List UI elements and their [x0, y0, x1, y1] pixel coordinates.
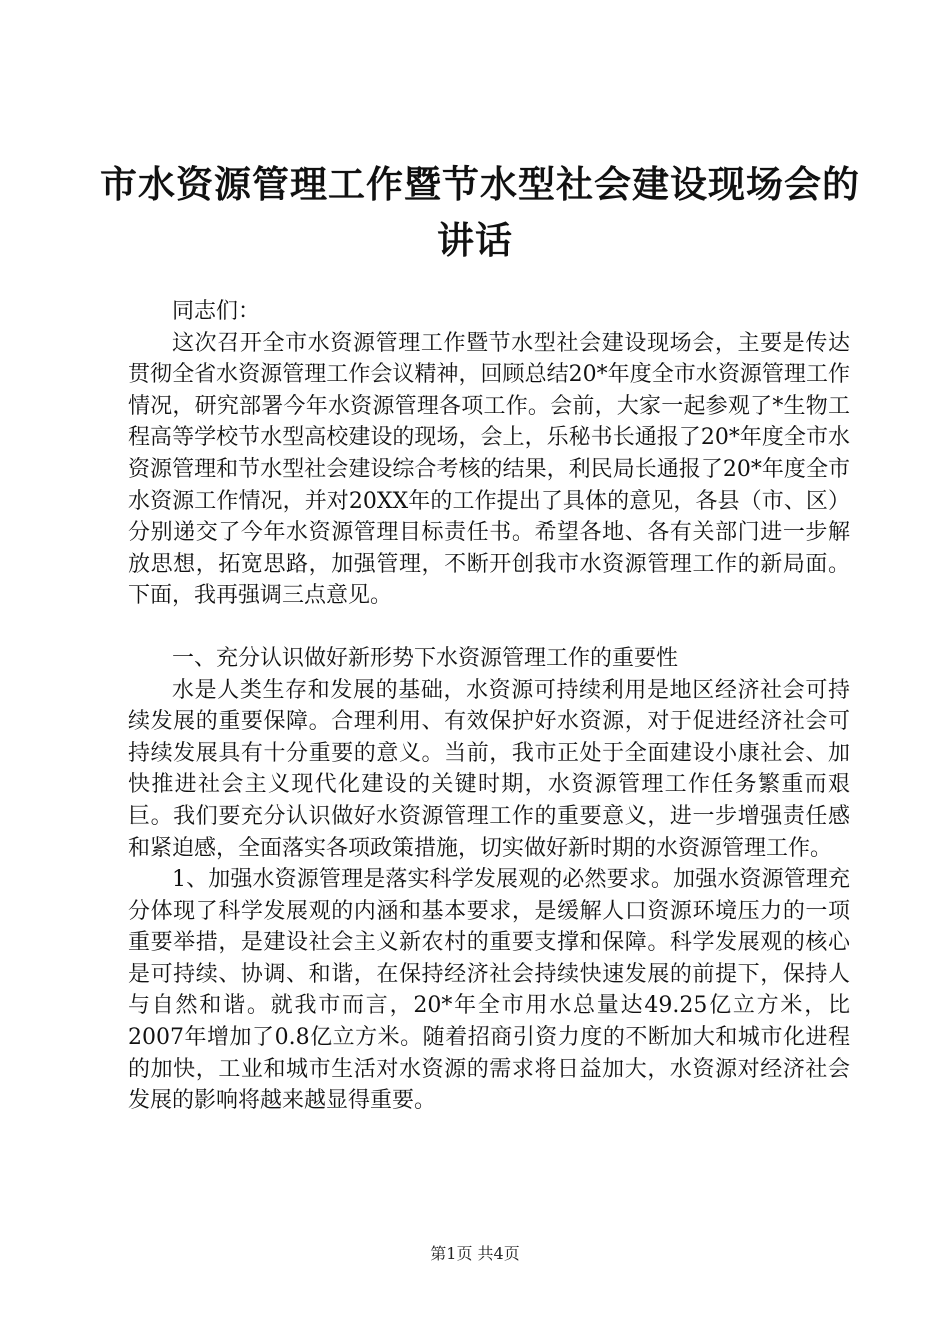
- document-body: [128, 296, 850, 1117]
- body-paragraph: 1、加强水资源管理是落实科学发展观的必然要求。加强水资源管理充分体现了科学发展观的内涵和基本要求，是缓解人口资源环境压力的一项重要举措，是建设社会主义新农村的重要支撑和保障。科学发展观的核心是可持续、协调、和谐，在保持经济社会持续快速发展的前提下，保持人与自然和谐。就我市而言，20*年全市用水总量达49.25亿立方米，比2007年增加了0.8亿立方米。随着招商引资力度的不断加大和城市化进程的加快，工业和城市生活对水资源的需求将日益加大，水资源对经济社会发展的影响将越来越显得重要。: [128, 867, 850, 1114]
- page-footer: 第1页 共4页: [430, 1244, 520, 1263]
- salutation: 同志们：: [172, 299, 261, 324]
- document-title-line-1: 市水资源管理工作暨节水型社会建设现场会的: [100, 162, 860, 206]
- document-title-line-2: 讲话: [437, 218, 513, 262]
- intro-paragraph: 这次召开全市水资源管理工作暨节水型社会建设现场会，主要是传达贯彻全省水资源管理工作会议精神，回顾总结20*年度全市水资源管理工作情况，研究部署今年水资源管理各项工作。会前，大家一起参观了*生物工程高等学校节水型高校建设的现场，会上，乐秘书长通报了20*年度全市水资源管理和节水型社会建设综合考核的结果，利民局长通报了20*年度全市水资源工作情况，并对20XX年的工作提出了具体的意见，各县（市、区）分别递交了今年水资源管理目标责任书。希望各地、各有关部门进一步解放思想，拓宽思路，加强管理，不断开创我市水资源管理工作的新局面。下面，我再强调三点意见。: [128, 330, 850, 609]
- section-heading: 一、充分认识做好新形势下水资源管理工作的重要性: [172, 645, 679, 671]
- body-paragraph: 水是人类生存和发展的基础，水资源可持续利用是地区经济社会可持续发展的重要保障。合理利用、有效保护好水资源，对于促进经济社会可持续发展具有十分重要的意义。当前，我市正处于全面建设小康社会、加快推进社会主义现代化建设的关键时期，水资源管理工作任务繁重而艰巨。我们要充分认识做好水资源管理工作的重要意义，进一步增强责任感和紧迫感，全面落实各项政策措施，切实做好新时期的水资源管理工作。: [128, 677, 850, 861]
